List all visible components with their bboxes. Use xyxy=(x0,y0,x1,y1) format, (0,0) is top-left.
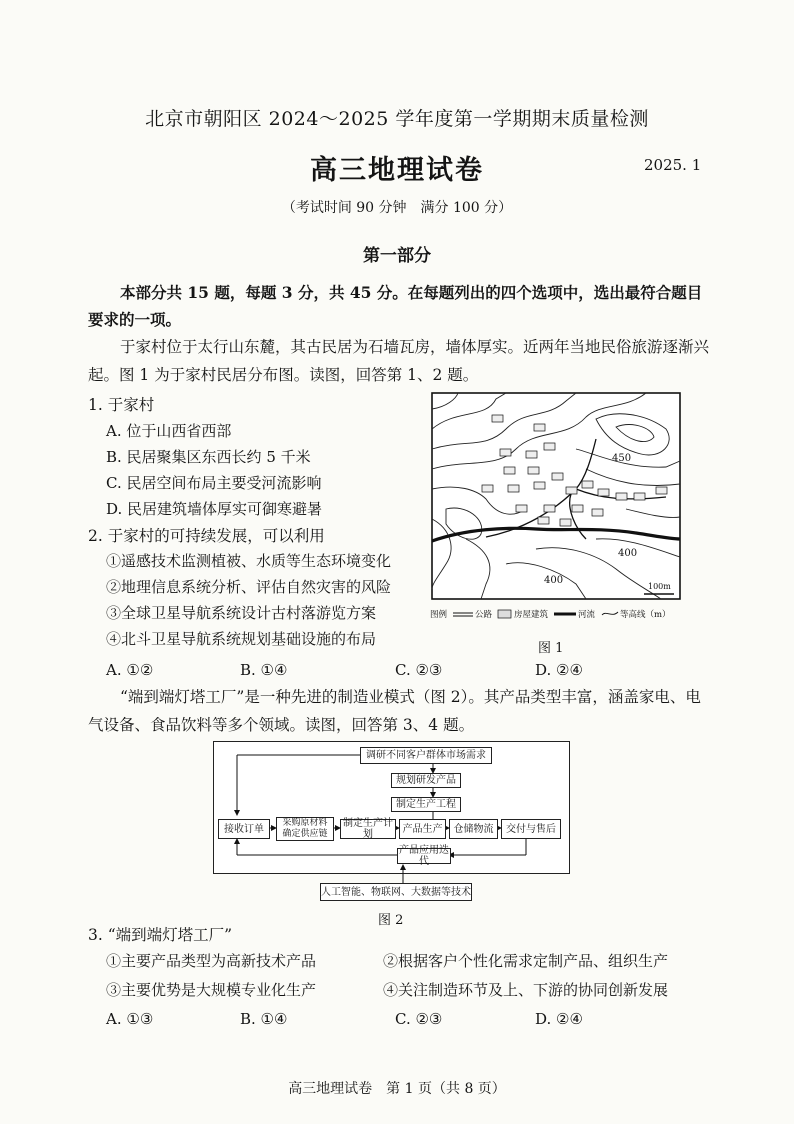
village-map-figure xyxy=(426,389,684,627)
question-2-stem: 2. 于家村的可持续发展，可以利用 xyxy=(88,527,325,545)
legend-contour-symbol xyxy=(602,612,618,615)
question-1-stem: 1. 于家村 xyxy=(88,396,155,414)
question-2-option-b: B. ①④ xyxy=(240,661,288,679)
contour-label-450: 450 xyxy=(612,453,632,464)
question-1-option-d: D. 民居建筑墙体厚实可御寒避暑 xyxy=(106,500,323,518)
legend-contour-label: 等高线（m） xyxy=(620,610,671,620)
question-2-option-d: D. ②④ xyxy=(535,661,583,679)
question-2-item-2: ②地理信息系统分析、评估自然灾害的风险 xyxy=(106,578,392,596)
flow-step-production-planning: 制定生产计划 xyxy=(340,819,396,839)
question-2-item-1: ①遥感技术监测植被、水质等生态环境变化 xyxy=(106,552,392,570)
legend-river-label: 河流 xyxy=(578,610,596,620)
part-instructions: 本部分共 15 题，每题 3 分，共 45 分。在每题列出的四个选项中，选出最符合题目要求的一项。 xyxy=(88,283,703,329)
contour-label-400-south: 400 xyxy=(544,575,564,586)
question-3-option-c: C. ②③ xyxy=(395,1010,443,1028)
question-3-item-2: ②根据客户个性化需求定制产品、组织生产 xyxy=(383,952,669,970)
legend-building-label: 房屋建筑 xyxy=(514,610,549,620)
page-footer: 高三地理试卷 第 1 页（共 8 页） xyxy=(288,1081,506,1097)
scale-label: 100m xyxy=(648,582,671,591)
passage-1: 于家村位于太行山东麓，其古民居为石墙瓦房，墙体厚实。近两年当地民俗旅游逐渐兴起。图 1 为于家村民居分布图。读图，回答第 1、2 题。 xyxy=(88,338,710,384)
question-2-item-4: ④北斗卫星导航系统规划基础设施的布局 xyxy=(106,630,377,648)
figure-2-caption: 图 2 xyxy=(378,913,404,928)
legend-prefix: 图例 xyxy=(430,610,448,620)
flow-step-logistics: 仓储物流 xyxy=(449,819,498,839)
lighthouse-flowchart xyxy=(213,741,569,905)
part-title: 第一部分 xyxy=(363,246,431,266)
legend-building-symbol xyxy=(498,610,511,618)
flow-step-product-iteration: 产品应用迭代 xyxy=(399,845,449,867)
exam-date: 2025. 1 xyxy=(644,156,702,174)
question-3-stem: 3. “端到端灯塔工厂” xyxy=(88,926,233,944)
question-1-option-a: A. 位于山西省西部 xyxy=(106,422,232,440)
exam-header: 北京市朝阳区 2024～2025 学年度第一学期期末质量检测 xyxy=(145,108,649,130)
question-2-option-a: A. ①② xyxy=(106,661,154,679)
question-2-option-c: C. ②③ xyxy=(395,661,443,679)
passage-2: “端到端灯塔工厂”是一种先进的制造业模式（图 2）。其产品类型丰富，涵盖家电、电气设备、食品饮料等多个领域。读图，回答第 3、4 题。 xyxy=(88,688,701,734)
legend-road-label: 公路 xyxy=(475,610,493,620)
question-3-option-a: A. ①③ xyxy=(106,1010,154,1028)
question-2-item-3: ③全球卫星导航系统设计古村落游览方案 xyxy=(106,604,377,622)
figure-1-caption: 图 1 xyxy=(538,641,564,656)
flow-step-rd-planning: 规划研发产品 xyxy=(391,773,461,788)
question-3-item-4: ④关注制造环节及上、下游的协同创新发展 xyxy=(383,981,669,999)
exam-info: （考试时间 90 分钟 满分 100 分） xyxy=(281,200,513,216)
flow-step-delivery-service: 交付与售后 xyxy=(501,819,561,839)
question-3-item-1: ①主要产品类型为高新技术产品 xyxy=(106,952,317,970)
page-title: 高三地理试卷 xyxy=(310,155,484,186)
flow-step-market-research: 调研不同客户群体市场需求 xyxy=(360,747,492,764)
question-3-option-d: D. ②④ xyxy=(535,1010,583,1028)
question-1-option-c: C. 民居空间布局主要受河流影响 xyxy=(106,474,322,492)
flow-step-production: 产品生产 xyxy=(399,819,446,839)
flow-step-production-engineering: 制定生产工程 xyxy=(391,797,461,812)
flow-step-procurement: 采购原材料 确定供应链 xyxy=(276,817,334,841)
flow-step-receive-order: 接收订单 xyxy=(218,819,270,839)
flow-tech-support: 人工智能、物联网、大数据等技术 xyxy=(320,883,472,901)
question-3-item-3: ③主要优势是大规模专业化生产 xyxy=(106,981,317,999)
question-1-option-b: B. 民居聚集区东西长约 5 千米 xyxy=(106,448,311,466)
contour-label-400-east: 400 xyxy=(618,548,638,559)
question-3-option-b: B. ①④ xyxy=(240,1010,288,1028)
